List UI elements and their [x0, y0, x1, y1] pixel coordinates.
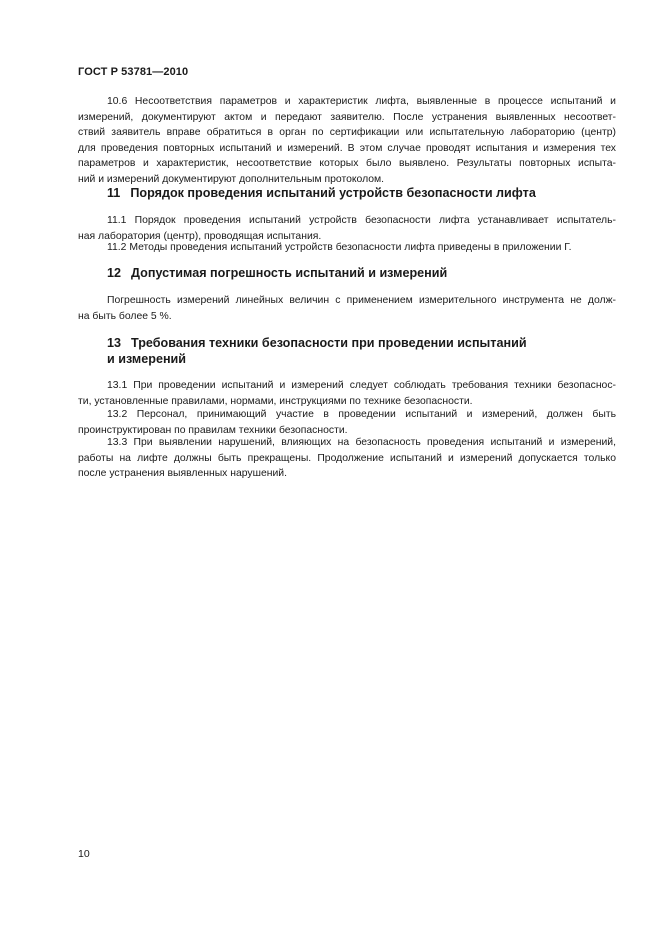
text-line: на быть более 5 %.	[78, 310, 172, 322]
paragraph-12	[78, 293, 616, 324]
text-line: ний и измерений документируют дополнительным протоколом.	[78, 173, 385, 185]
section-title-continued: и измерений	[107, 352, 187, 366]
paragraph-13-1	[78, 378, 616, 409]
section-11-heading	[107, 185, 536, 201]
text-line: работы на лифте должны быть прекращены. Продолжение испытаний и измерений допускается только	[78, 452, 616, 464]
text-line: Погрешность измерений линейных величин с применением измерительного инструмента не долж-	[107, 295, 616, 306]
section-13-heading-continued	[107, 351, 186, 367]
text-line: проинструктирован по правилам техники безопасности.	[78, 424, 348, 436]
text-line: 13.3 При выявлении нарушений, влияющих на безопасность проведения испытаний и измерений,	[107, 437, 616, 448]
text-line: для проведения повторных испытаний и измерений. В этом случае проводят испытания и измерения тех	[78, 142, 616, 154]
section-12-heading	[107, 265, 447, 281]
section-number: 12	[107, 266, 122, 280]
text-line: 13.1 При проведении испытаний и измерений следует соблюдать требования техники безопаснос-	[107, 380, 616, 391]
section-13-heading	[107, 335, 527, 351]
paragraph-13-3	[78, 435, 616, 482]
text-line: 13.2 Персонал, принимающий участие в проведении испытаний и измерений, должен быть	[107, 409, 616, 420]
section-number: 13	[107, 336, 122, 350]
text-line: после устранения выявленных нарушений.	[78, 468, 287, 479]
page-number: 10	[78, 848, 90, 860]
paragraph-13-2	[78, 407, 616, 438]
text-line: 10.6 Несоответствия параметров и характеристик лифта, выявленные в процессе испытаний и	[107, 96, 616, 107]
text-line: 11.2 Методы проведения испытаний устройств безопасности лифта приведены в приложении Г.	[107, 242, 572, 253]
section-title: Допустимая погрешность испытаний и измерений	[131, 266, 448, 280]
section-title: Порядок проведения испытаний устройств безопасности лифта	[130, 186, 536, 200]
text-line: ствий заявитель вправе обратиться в орган по сертификации или испытательную лабораторию (центр)	[78, 127, 616, 138]
section-number: 11	[107, 186, 121, 200]
section-title: Требования техники безопасности при проведении испытаний	[131, 336, 527, 350]
text-line: ная лаборатория (центр), проводящая испытания.	[78, 230, 322, 242]
text-line: ти, установленные правилами, нормами, инструкциями по технике безопасности.	[78, 395, 473, 407]
paragraph-11-2	[78, 240, 616, 256]
text-line: измерений, документируют актом и передают заявителю. После устранения выявленных несоответ-	[78, 111, 616, 123]
paragraph-10-6	[78, 94, 616, 187]
text-line: параметров и характеристик, несоответствие которых было выявлено. Результаты повторных испыта-	[78, 158, 616, 169]
text-line: 11.1 Порядок проведения испытаний устройств безопасности лифта устанавливает испытатель-	[107, 215, 616, 226]
document-id-header: ГОСТ Р 53781—2010	[78, 66, 189, 78]
